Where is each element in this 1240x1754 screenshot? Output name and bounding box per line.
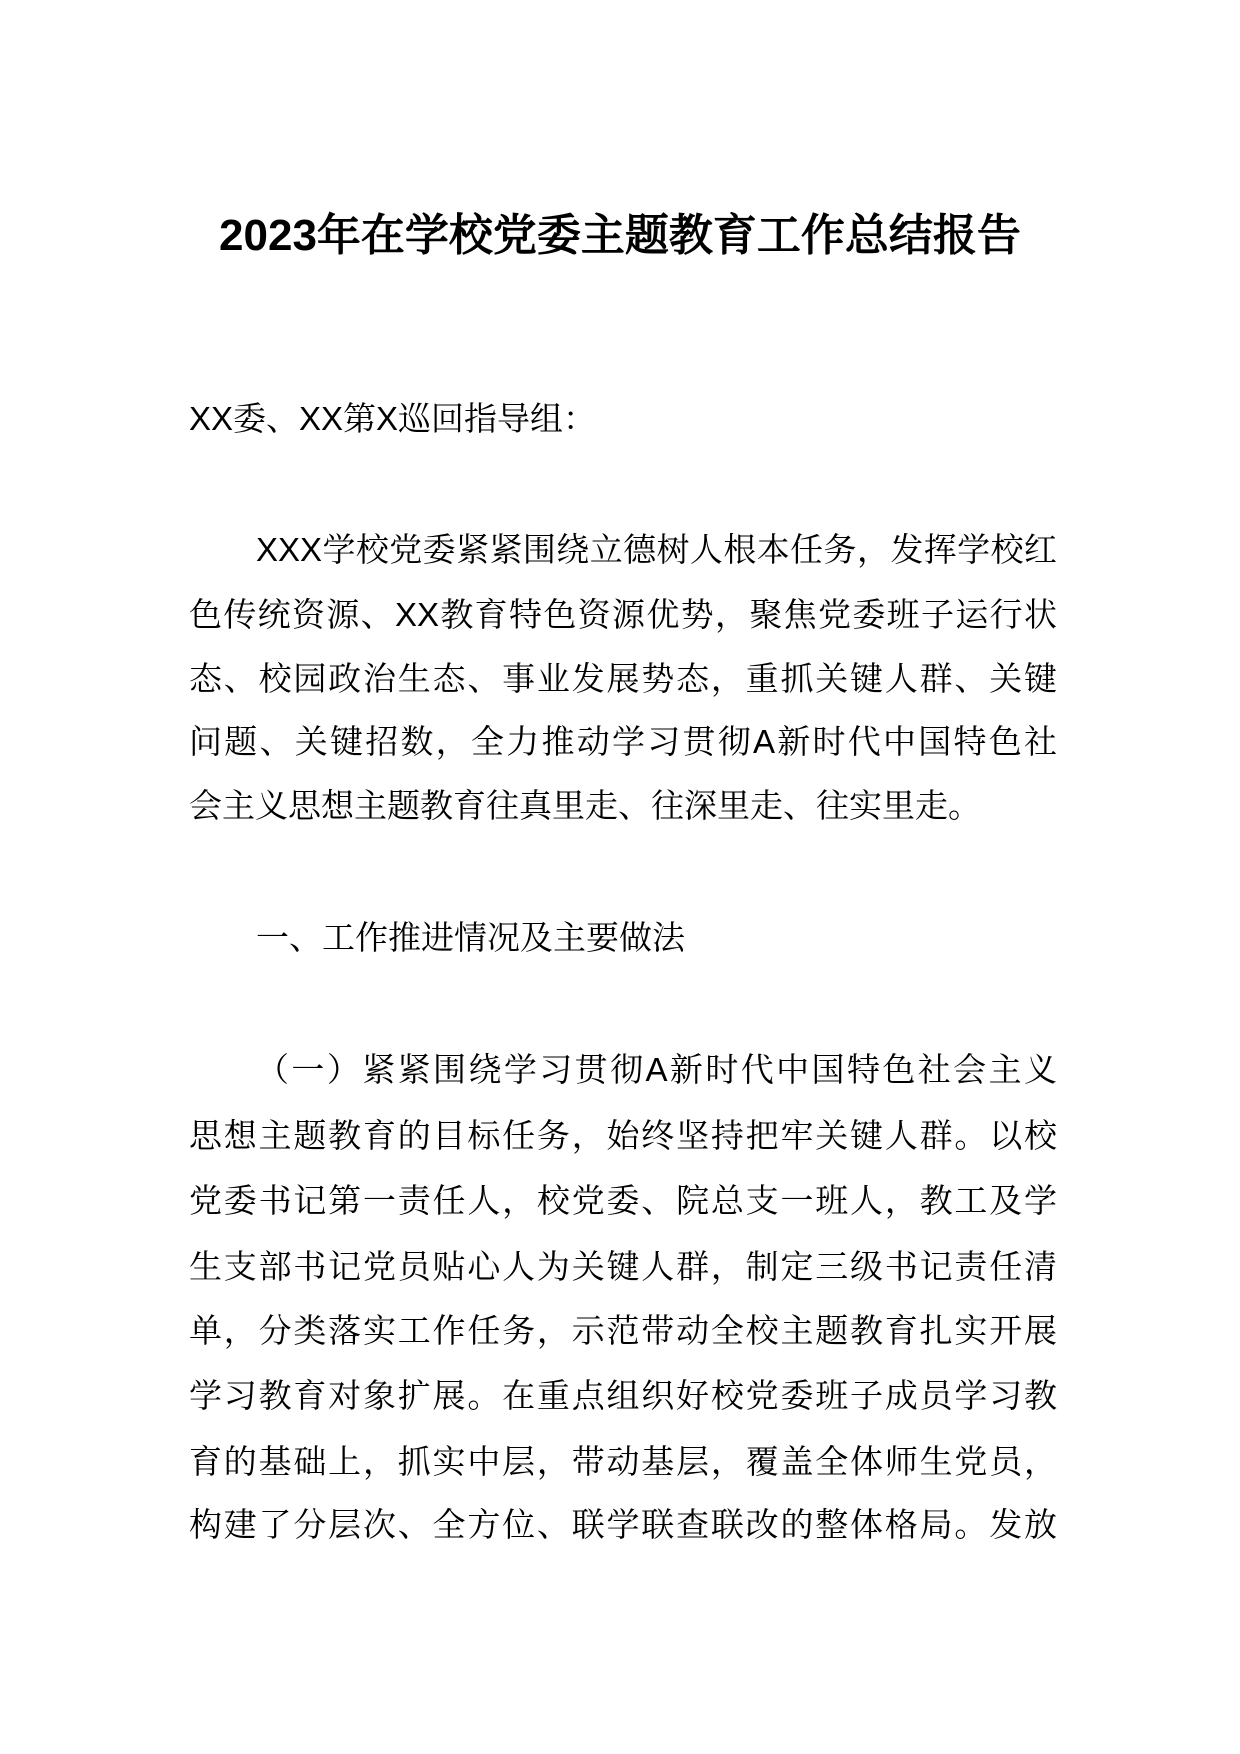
paragraph-line: XXX学校党委紧紧围绕立德树人根本任务，发挥学校红	[256, 531, 1057, 568]
paragraph-line: （一）紧紧围绕学习贯彻A新时代中国特色社会主义	[256, 1051, 1057, 1088]
paragraph-line: 生支部书记党员贴心人为关键人群，制定三级书记责任清	[189, 1248, 1057, 1285]
document-title: 2023年在学校党委主题教育工作总结报告	[219, 211, 1021, 260]
paragraph-line: 单，分类落实工作任务，示范带动全校主题教育扎实开展	[189, 1312, 1057, 1349]
paragraph-line: 思想主题教育的目标任务，始终坚持把牢关键人群。以校	[189, 1117, 1057, 1154]
paragraph-line: 学习教育对象扩展。在重点组织好校党委班子成员学习教	[189, 1377, 1057, 1414]
paragraph-line: 构建了分层次、全方位、联学联查联改的整体格局。发放	[189, 1506, 1057, 1543]
paragraph-line: 色传统资源、XX教育特色资源优势，聚焦党委班子运行状	[189, 596, 1057, 633]
paragraph-line: 会主义思想主题教育往真里走、往深里走、往实里走。	[189, 787, 981, 824]
salutation: XX委、XX第X巡回指导组：	[189, 400, 597, 437]
paragraph-line: 党委书记第一责任人，校党委、院总支一班人，教工及学	[189, 1182, 1057, 1219]
section-heading: 一、工作推进情况及主要做法	[256, 919, 685, 956]
paragraph-line: 问题、关键招数，全力推动学习贯彻A新时代中国特色社	[189, 723, 1057, 760]
paragraph-line: 育的基础上，抓实中层，带动基层，覆盖全体师生党员，	[189, 1443, 1057, 1480]
paragraph-line: 态、校园政治生态、事业发展势态，重抓关键人群、关键	[189, 660, 1057, 697]
